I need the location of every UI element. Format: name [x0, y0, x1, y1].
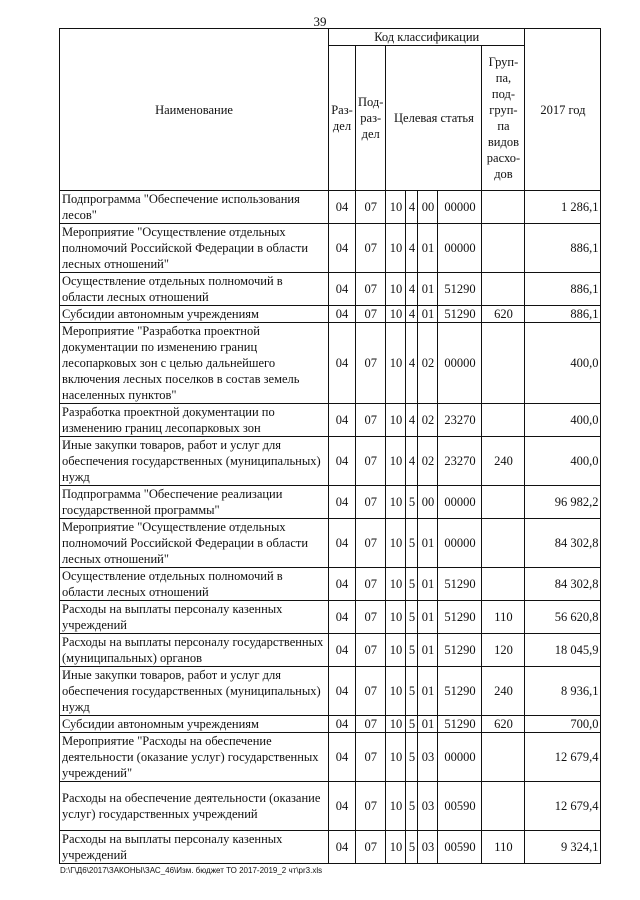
row-target-direction-cell: 51290 [438, 273, 482, 306]
row-target-subprogram-cell: 5 [406, 568, 418, 601]
row-target-program-cell: 10 [386, 634, 406, 667]
row-subsection-cell: 07 [356, 634, 386, 667]
row-subsection-cell: 07 [356, 306, 386, 323]
table-row [60, 519, 601, 568]
row-amount-cell: 18 045,9 [525, 634, 601, 667]
name-column-header: Наименование [60, 29, 329, 191]
row-name-cell: Мероприятие "Осуществление отдельных полномочий Российской Федерации в области лесных отношений" [60, 519, 329, 568]
row-target-subprogram-cell: 5 [406, 716, 418, 733]
row-target-program-cell: 10 [386, 486, 406, 519]
row-target-program-cell: 10 [386, 568, 406, 601]
row-name-cell: Осуществление отдельных полномочий в области лесных отношений [60, 568, 329, 601]
row-group-cell [482, 568, 525, 601]
row-subsection-cell: 07 [356, 224, 386, 273]
row-name-cell: Субсидии автономным учреждениям [60, 716, 329, 733]
row-target-subprogram-cell: 5 [406, 601, 418, 634]
row-group-cell [482, 273, 525, 306]
row-target-program-cell: 10 [386, 716, 406, 733]
row-name-cell: Мероприятие "Разработка проектной документации по изменению границ лесопарковых зон с целью дальнейшего включения лесных поселков в состав земель населенных пунктов" [60, 323, 329, 404]
row-target-event-cell: 03 [418, 782, 438, 831]
row-name-cell: Расходы на обеспечение деятельности (оказание услуг) государственных учреждений [60, 782, 329, 831]
row-target-subprogram-cell: 5 [406, 831, 418, 864]
row-section-cell: 04 [329, 634, 356, 667]
row-target-direction-cell: 00000 [438, 519, 482, 568]
row-amount-cell: 56 620,8 [525, 601, 601, 634]
row-amount-cell: 700,0 [525, 716, 601, 733]
row-amount-cell: 886,1 [525, 306, 601, 323]
row-target-direction-cell: 00590 [438, 782, 482, 831]
row-target-program-cell: 10 [386, 519, 406, 568]
row-target-direction-cell: 51290 [438, 568, 482, 601]
row-section-cell: 04 [329, 486, 356, 519]
row-amount-cell: 400,0 [525, 323, 601, 404]
row-subsection-cell: 07 [356, 716, 386, 733]
row-group-cell: 110 [482, 831, 525, 864]
row-amount-cell: 400,0 [525, 404, 601, 437]
row-section-cell: 04 [329, 519, 356, 568]
row-amount-cell: 84 302,8 [525, 568, 601, 601]
table-row [60, 782, 601, 831]
classification-code-header: Код классификации [329, 29, 525, 46]
row-target-subprogram-cell: 4 [406, 306, 418, 323]
row-group-cell: 240 [482, 667, 525, 716]
row-section-cell: 04 [329, 404, 356, 437]
row-name-cell: Расходы на выплаты персоналу государственных (муниципальных) органов [60, 634, 329, 667]
row-target-program-cell: 10 [386, 437, 406, 486]
row-name-cell: Иные закупки товаров, работ и услуг для обеспечения государственных (муниципальных) нужд [60, 667, 329, 716]
row-target-direction-cell: 00000 [438, 191, 482, 224]
table-body [60, 191, 601, 864]
row-target-event-cell: 01 [418, 568, 438, 601]
row-group-cell: 240 [482, 437, 525, 486]
row-subsection-cell: 07 [356, 191, 386, 224]
row-amount-cell: 886,1 [525, 224, 601, 273]
row-target-event-cell: 01 [418, 224, 438, 273]
row-section-cell: 04 [329, 601, 356, 634]
row-target-event-cell: 01 [418, 667, 438, 716]
row-target-direction-cell: 00000 [438, 733, 482, 782]
row-target-subprogram-cell: 5 [406, 667, 418, 716]
row-subsection-cell: 07 [356, 601, 386, 634]
row-amount-cell: 9 324,1 [525, 831, 601, 864]
row-name-cell: Осуществление отдельных полномочий в области лесных отношений [60, 273, 329, 306]
row-section-cell: 04 [329, 273, 356, 306]
row-subsection-cell: 07 [356, 667, 386, 716]
row-target-program-cell: 10 [386, 224, 406, 273]
row-group-cell [482, 733, 525, 782]
row-target-subprogram-cell: 4 [406, 191, 418, 224]
row-target-program-cell: 10 [386, 831, 406, 864]
row-target-direction-cell: 00000 [438, 486, 482, 519]
row-subsection-cell: 07 [356, 323, 386, 404]
row-target-event-cell: 01 [418, 716, 438, 733]
row-section-cell: 04 [329, 733, 356, 782]
page-number: 39 [313, 14, 327, 29]
row-name-cell: Разработка проектной документации по изменению границ лесопарковых зон [60, 404, 329, 437]
row-subsection-cell: 07 [356, 437, 386, 486]
row-subsection-cell: 07 [356, 404, 386, 437]
row-target-event-cell: 02 [418, 404, 438, 437]
row-amount-cell: 84 302,8 [525, 519, 601, 568]
table-row [60, 733, 601, 782]
row-subsection-cell: 07 [356, 568, 386, 601]
row-group-cell: 110 [482, 601, 525, 634]
row-target-subprogram-cell: 5 [406, 733, 418, 782]
row-section-cell: 04 [329, 323, 356, 404]
row-target-subprogram-cell: 4 [406, 404, 418, 437]
row-group-cell [482, 404, 525, 437]
row-target-event-cell: 00 [418, 191, 438, 224]
row-group-cell [482, 486, 525, 519]
table-row [60, 404, 601, 437]
row-target-program-cell: 10 [386, 273, 406, 306]
row-group-cell: 620 [482, 306, 525, 323]
row-target-event-cell: 03 [418, 733, 438, 782]
row-section-cell: 04 [329, 667, 356, 716]
row-section-cell: 04 [329, 782, 356, 831]
row-name-cell: Иные закупки товаров, работ и услуг для обеспечения государственных (муниципальных) нужд [60, 437, 329, 486]
row-target-subprogram-cell: 4 [406, 224, 418, 273]
row-target-subprogram-cell: 5 [406, 634, 418, 667]
row-amount-cell: 8 936,1 [525, 667, 601, 716]
row-target-subprogram-cell: 4 [406, 323, 418, 404]
row-section-cell: 04 [329, 224, 356, 273]
table-row [60, 323, 601, 404]
row-amount-cell: 12 679,4 [525, 782, 601, 831]
row-subsection-cell: 07 [356, 519, 386, 568]
row-target-program-cell: 10 [386, 733, 406, 782]
row-target-event-cell: 01 [418, 634, 438, 667]
row-subsection-cell: 07 [356, 782, 386, 831]
table-header [60, 29, 601, 191]
row-group-cell [482, 519, 525, 568]
row-amount-cell: 886,1 [525, 273, 601, 306]
row-target-event-cell: 02 [418, 437, 438, 486]
row-amount-cell: 12 679,4 [525, 733, 601, 782]
table-row [60, 306, 601, 323]
row-target-direction-cell: 51290 [438, 634, 482, 667]
row-target-direction-cell: 51290 [438, 306, 482, 323]
row-target-subprogram-cell: 5 [406, 486, 418, 519]
row-group-cell: 620 [482, 716, 525, 733]
row-section-cell: 04 [329, 568, 356, 601]
target-article-column-header: Целевая статья [386, 46, 482, 191]
table-row [60, 191, 601, 224]
table-row [60, 601, 601, 634]
table-row [60, 831, 601, 864]
row-target-direction-cell: 23270 [438, 437, 482, 486]
table-row [60, 634, 601, 667]
row-subsection-cell: 07 [356, 831, 386, 864]
row-target-direction-cell: 51290 [438, 716, 482, 733]
row-target-direction-cell: 51290 [438, 601, 482, 634]
row-target-program-cell: 10 [386, 191, 406, 224]
row-amount-cell: 1 286,1 [525, 191, 601, 224]
row-group-cell [482, 782, 525, 831]
row-name-cell: Подпрограмма "Обеспечение реализации государственной программы" [60, 486, 329, 519]
table-row [60, 224, 601, 273]
row-amount-cell: 400,0 [525, 437, 601, 486]
table-row [60, 716, 601, 733]
row-group-cell [482, 323, 525, 404]
row-target-program-cell: 10 [386, 404, 406, 437]
row-name-cell: Мероприятие "Расходы на обеспечение деятельности (оказание услуг) государственных учреждений" [60, 733, 329, 782]
row-target-program-cell: 10 [386, 306, 406, 323]
row-target-event-cell: 01 [418, 306, 438, 323]
row-target-program-cell: 10 [386, 667, 406, 716]
table-row [60, 568, 601, 601]
row-name-cell: Субсидии автономным учреждениям [60, 306, 329, 323]
row-target-program-cell: 10 [386, 601, 406, 634]
row-target-direction-cell: 00000 [438, 224, 482, 273]
row-name-cell: Мероприятие "Осуществление отдельных полномочий Российской Федерации в области лесных отношений" [60, 224, 329, 273]
row-target-subprogram-cell: 4 [406, 437, 418, 486]
row-target-direction-cell: 23270 [438, 404, 482, 437]
table-row [60, 273, 601, 306]
subsection-column-header: Под- раз- дел [356, 46, 386, 191]
row-target-program-cell: 10 [386, 782, 406, 831]
row-target-event-cell: 00 [418, 486, 438, 519]
row-name-cell: Расходы на выплаты персоналу казенных учреждений [60, 601, 329, 634]
year-column-header: 2017 год [525, 29, 601, 191]
row-group-cell: 120 [482, 634, 525, 667]
row-target-subprogram-cell: 5 [406, 519, 418, 568]
row-section-cell: 04 [329, 716, 356, 733]
row-subsection-cell: 07 [356, 273, 386, 306]
row-target-direction-cell: 00000 [438, 323, 482, 404]
row-section-cell: 04 [329, 191, 356, 224]
row-section-cell: 04 [329, 306, 356, 323]
section-column-header: Раз- дел [329, 46, 356, 191]
row-group-cell [482, 191, 525, 224]
row-target-event-cell: 01 [418, 601, 438, 634]
row-target-subprogram-cell: 4 [406, 273, 418, 306]
row-group-cell [482, 224, 525, 273]
table-row [60, 437, 601, 486]
row-section-cell: 04 [329, 437, 356, 486]
table-row [60, 667, 601, 716]
budget-table [59, 28, 601, 864]
row-subsection-cell: 07 [356, 733, 386, 782]
group-column-header: Груп- па, под- груп- па видов расхо- дов [482, 46, 525, 191]
row-target-event-cell: 01 [418, 273, 438, 306]
row-target-program-cell: 10 [386, 323, 406, 404]
table-row [60, 486, 601, 519]
row-target-subprogram-cell: 5 [406, 782, 418, 831]
row-target-event-cell: 01 [418, 519, 438, 568]
row-target-event-cell: 02 [418, 323, 438, 404]
row-section-cell: 04 [329, 831, 356, 864]
row-subsection-cell: 07 [356, 486, 386, 519]
row-name-cell: Подпрограмма "Обеспечение использования лесов" [60, 191, 329, 224]
row-target-direction-cell: 51290 [438, 667, 482, 716]
row-amount-cell: 96 982,2 [525, 486, 601, 519]
file-path-footer: D:\Г\Д6\2017\ЗАКОНЫ\ЗАС_46\Изм. бюджет ТО 2017-2019_2 чт\pr3.xls [60, 866, 323, 875]
row-target-event-cell: 03 [418, 831, 438, 864]
row-name-cell: Расходы на выплаты персоналу казенных учреждений [60, 831, 329, 864]
row-target-direction-cell: 00590 [438, 831, 482, 864]
